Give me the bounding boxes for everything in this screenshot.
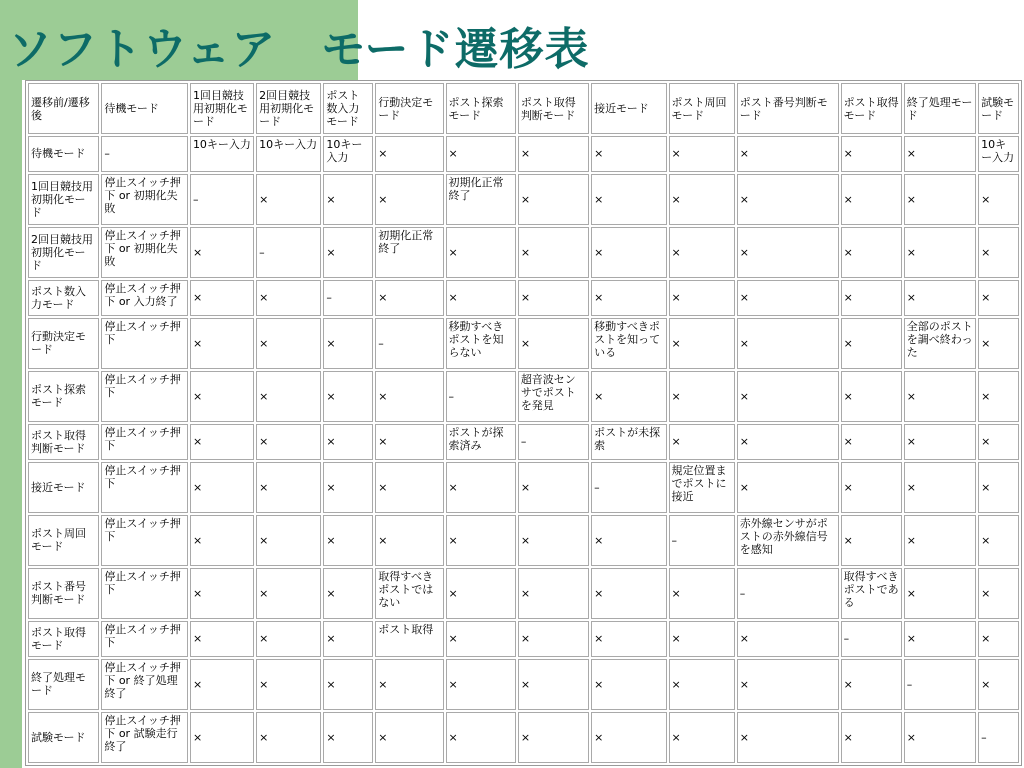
column-header-cell: 終了処理モード <box>904 83 976 134</box>
table-cell: 初期化正常終了 <box>446 174 516 225</box>
table-cell: × <box>737 174 839 225</box>
row-header-cell: ポスト数入力モード <box>28 280 99 316</box>
table-row <box>28 462 1019 513</box>
column-header-cell: ポスト取得モード <box>841 83 902 134</box>
row-header-cell: 待機モード <box>28 136 99 172</box>
row-header-cell: ポスト探索モード <box>28 371 99 422</box>
table-cell: × <box>978 227 1019 278</box>
table-cell: × <box>669 621 735 657</box>
table-cell: × <box>446 659 516 710</box>
table-cell: × <box>978 568 1019 619</box>
table-cell: × <box>841 515 902 566</box>
table-cell: × <box>256 712 321 763</box>
corner-header-cell: 遷移前/遷移後 <box>28 83 99 134</box>
table-cell: × <box>518 659 589 710</box>
transition-table-container <box>25 80 1022 766</box>
table-cell: × <box>737 712 839 763</box>
table-cell: × <box>669 568 735 619</box>
table-cell: × <box>323 174 373 225</box>
table-cell: × <box>978 462 1019 513</box>
table-cell: × <box>518 174 589 225</box>
table-cell: – <box>737 568 839 619</box>
table-cell: × <box>323 424 373 460</box>
table-cell: × <box>841 280 902 316</box>
table-cell: ポスト取得 <box>375 621 443 657</box>
table-row <box>28 318 1019 369</box>
column-header-cell: ポスト取得判断モード <box>518 83 589 134</box>
table-cell: 初期化正常終了 <box>375 227 443 278</box>
table-cell: × <box>737 280 839 316</box>
table-cell: × <box>978 280 1019 316</box>
table-cell: × <box>375 280 443 316</box>
table-cell: × <box>375 462 443 513</box>
table-cell: × <box>904 515 976 566</box>
table-cell: × <box>323 371 373 422</box>
table-cell: × <box>256 424 321 460</box>
page-title: ソフトウェア モード遷移表 <box>8 24 590 75</box>
table-cell: × <box>323 318 373 369</box>
table-row <box>28 174 1019 225</box>
table-row <box>28 227 1019 278</box>
table-cell: × <box>190 515 254 566</box>
table-cell: × <box>841 659 902 710</box>
table-cell: × <box>256 621 321 657</box>
table-cell: × <box>841 318 902 369</box>
table-cell: × <box>190 462 254 513</box>
table-body <box>28 83 1019 763</box>
column-header-cell: 待機モード <box>101 83 188 134</box>
table-cell: × <box>518 227 589 278</box>
table-cell: × <box>669 659 735 710</box>
table-cell: 停止スイッチ押下 <box>101 371 188 422</box>
column-header-cell: ポスト番号判断モード <box>737 83 839 134</box>
table-cell: – <box>375 318 443 369</box>
table-cell: × <box>518 515 589 566</box>
table-cell: 停止スイッチ押下 <box>101 515 188 566</box>
table-row <box>28 371 1019 422</box>
table-cell: × <box>375 515 443 566</box>
table-row <box>28 424 1019 460</box>
row-header-cell: ポスト周回モード <box>28 515 99 566</box>
table-cell: × <box>737 136 839 172</box>
table-cell: × <box>841 136 902 172</box>
table-cell: × <box>841 227 902 278</box>
table-cell: × <box>190 568 254 619</box>
table-cell: × <box>518 318 589 369</box>
table-cell: × <box>904 227 976 278</box>
table-cell: × <box>904 621 976 657</box>
column-header-cell: ポスト周回モード <box>669 83 735 134</box>
table-cell: × <box>256 462 321 513</box>
table-cell: × <box>841 462 902 513</box>
table-cell: 停止スイッチ押下 <box>101 424 188 460</box>
table-cell: × <box>375 712 443 763</box>
table-cell: × <box>737 621 839 657</box>
table-cell: × <box>256 515 321 566</box>
table-cell: × <box>256 280 321 316</box>
table-cell: 10キー入力 <box>323 136 373 172</box>
table-cell: × <box>737 318 839 369</box>
table-cell: 10キー入力 <box>978 136 1019 172</box>
table-row <box>28 712 1019 763</box>
table-cell: – <box>841 621 902 657</box>
table-cell: × <box>841 424 902 460</box>
table-cell: × <box>256 659 321 710</box>
table-cell: × <box>375 659 443 710</box>
table-cell: × <box>256 371 321 422</box>
table-cell: × <box>978 318 1019 369</box>
column-header-cell: 1回目競技用初期化モード <box>190 83 254 134</box>
table-cell: 移動すべきポストを知っている <box>591 318 666 369</box>
table-cell: × <box>323 568 373 619</box>
table-cell: 停止スイッチ押下 or 試験走行終了 <box>101 712 188 763</box>
table-cell: × <box>190 371 254 422</box>
table-cell: × <box>591 515 666 566</box>
row-header-cell: 行動決定モード <box>28 318 99 369</box>
table-cell: × <box>978 659 1019 710</box>
table-cell: × <box>190 280 254 316</box>
table-cell: × <box>518 621 589 657</box>
table-cell: × <box>737 462 839 513</box>
table-cell: × <box>323 621 373 657</box>
table-cell: 停止スイッチ押下 <box>101 462 188 513</box>
table-cell: × <box>190 227 254 278</box>
table-cell: × <box>375 136 443 172</box>
table-cell: × <box>669 280 735 316</box>
table-cell: ポストが探索済み <box>446 424 516 460</box>
table-cell: 全部のポストを調べ終わった <box>904 318 976 369</box>
mode-transition-table <box>25 80 1022 766</box>
table-row <box>28 515 1019 566</box>
table-header-row <box>28 83 1019 134</box>
table-cell: × <box>737 424 839 460</box>
table-cell: × <box>737 659 839 710</box>
table-cell: × <box>323 659 373 710</box>
row-header-cell: 終了処理モード <box>28 659 99 710</box>
table-cell: × <box>591 280 666 316</box>
table-cell: × <box>446 136 516 172</box>
table-cell: 停止スイッチ押下 or 初期化失敗 <box>101 227 188 278</box>
row-header-cell: 1回目競技用初期化モード <box>28 174 99 225</box>
table-cell: × <box>904 424 976 460</box>
table-cell: × <box>904 568 976 619</box>
table-cell: – <box>904 659 976 710</box>
row-header-cell: 2回目競技用初期化モード <box>28 227 99 278</box>
table-cell: × <box>518 568 589 619</box>
row-header-cell: 接近モード <box>28 462 99 513</box>
table-cell: × <box>841 712 902 763</box>
column-header-cell: ポスト数入力モード <box>323 83 373 134</box>
table-cell: 取得すべきポストではない <box>375 568 443 619</box>
table-cell: × <box>591 659 666 710</box>
table-cell: × <box>669 712 735 763</box>
table-cell: × <box>904 462 976 513</box>
table-cell: × <box>375 174 443 225</box>
table-cell: – <box>323 280 373 316</box>
table-row <box>28 568 1019 619</box>
table-cell: × <box>591 621 666 657</box>
table-cell: × <box>591 568 666 619</box>
table-cell: × <box>518 712 589 763</box>
table-cell: × <box>591 136 666 172</box>
table-cell: – <box>446 371 516 422</box>
table-cell: 10キー入力 <box>256 136 321 172</box>
table-cell: 停止スイッチ押下 <box>101 568 188 619</box>
table-cell: × <box>669 227 735 278</box>
table-row <box>28 621 1019 657</box>
table-row <box>28 136 1019 172</box>
table-cell: × <box>190 659 254 710</box>
table-cell: × <box>518 280 589 316</box>
table-cell: 規定位置までポストに接近 <box>669 462 735 513</box>
table-cell: × <box>256 174 321 225</box>
table-cell: × <box>446 568 516 619</box>
row-header-cell: ポスト取得判断モード <box>28 424 99 460</box>
table-cell: × <box>446 280 516 316</box>
table-cell: × <box>591 712 666 763</box>
row-header-cell: ポスト番号判断モード <box>28 568 99 619</box>
table-cell: × <box>518 136 589 172</box>
table-cell: × <box>669 136 735 172</box>
table-cell: × <box>446 712 516 763</box>
table-cell: × <box>323 515 373 566</box>
table-cell: 移動すべきポストを知らない <box>446 318 516 369</box>
table-cell: × <box>904 712 976 763</box>
row-header-cell: 試験モード <box>28 712 99 763</box>
table-cell: × <box>591 371 666 422</box>
table-row <box>28 280 1019 316</box>
table-cell: 赤外線センサがポストの赤外線信号を感知 <box>737 515 839 566</box>
column-header-cell: ポスト探索モード <box>446 83 516 134</box>
table-cell: × <box>904 174 976 225</box>
row-header-cell: ポスト取得モード <box>28 621 99 657</box>
table-cell: × <box>669 371 735 422</box>
table-cell: × <box>190 424 254 460</box>
column-header-cell: 2回目競技用初期化モード <box>256 83 321 134</box>
table-cell: ポストが未探索 <box>591 424 666 460</box>
table-cell: – <box>591 462 666 513</box>
table-cell: × <box>737 371 839 422</box>
table-cell: × <box>978 515 1019 566</box>
table-cell: × <box>446 462 516 513</box>
table-cell: × <box>841 371 902 422</box>
table-row <box>28 659 1019 710</box>
table-cell: 停止スイッチ押下 or 初期化失敗 <box>101 174 188 225</box>
table-cell: × <box>375 371 443 422</box>
table-cell: × <box>591 227 666 278</box>
table-cell: × <box>669 424 735 460</box>
table-cell: – <box>518 424 589 460</box>
table-cell: 10キー入力 <box>190 136 254 172</box>
table-cell: × <box>669 174 735 225</box>
table-cell: × <box>904 136 976 172</box>
table-cell: – <box>101 136 188 172</box>
table-cell: × <box>518 462 589 513</box>
table-cell: 停止スイッチ押下 <box>101 318 188 369</box>
table-cell: – <box>978 712 1019 763</box>
table-cell: – <box>669 515 735 566</box>
table-cell: 取得すべきポストである <box>841 568 902 619</box>
table-cell: 停止スイッチ押下 or 終了処理終了 <box>101 659 188 710</box>
table-cell: 停止スイッチ押下 <box>101 621 188 657</box>
table-cell: × <box>669 318 735 369</box>
table-cell: 超音波センサでポストを発見 <box>518 371 589 422</box>
table-cell: × <box>446 227 516 278</box>
table-cell: × <box>190 318 254 369</box>
table-cell: × <box>737 227 839 278</box>
column-header-cell: 接近モード <box>591 83 666 134</box>
table-cell: × <box>446 515 516 566</box>
table-cell: × <box>190 712 254 763</box>
table-cell: × <box>323 227 373 278</box>
table-cell: × <box>904 280 976 316</box>
table-cell: – <box>190 174 254 225</box>
table-cell: – <box>256 227 321 278</box>
table-cell: × <box>375 424 443 460</box>
table-cell: × <box>841 174 902 225</box>
table-cell: × <box>591 174 666 225</box>
table-cell: × <box>190 621 254 657</box>
table-cell: × <box>323 462 373 513</box>
table-cell: × <box>446 621 516 657</box>
table-cell: × <box>323 712 373 763</box>
table-cell: × <box>256 318 321 369</box>
table-cell: × <box>256 568 321 619</box>
table-cell: × <box>904 371 976 422</box>
left-accent-strip <box>0 80 22 768</box>
column-header-cell: 試験モード <box>978 83 1019 134</box>
table-cell: × <box>978 174 1019 225</box>
table-cell: × <box>978 371 1019 422</box>
table-cell: × <box>978 621 1019 657</box>
table-cell: × <box>978 424 1019 460</box>
table-cell: 停止スイッチ押下 or 入力終了 <box>101 280 188 316</box>
column-header-cell: 行動決定モード <box>375 83 443 134</box>
